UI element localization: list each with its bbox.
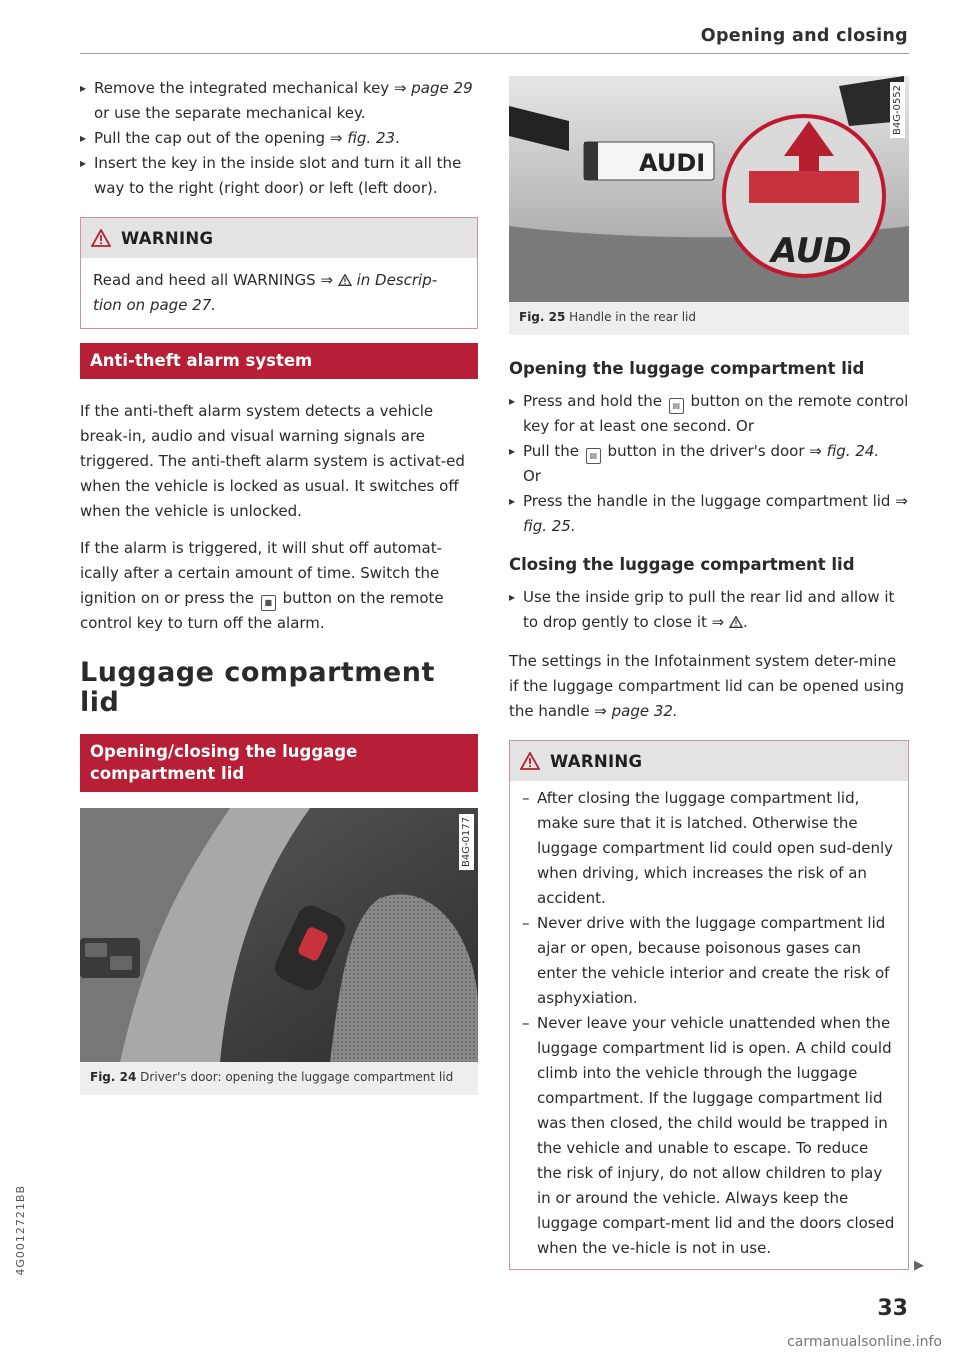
figure-link[interactable]: ⇒ fig. 25. [523, 492, 908, 535]
door-photo [80, 808, 478, 1062]
step-item: ▸ Pull the ▤ button in the driver's door ⇒ fig. 24. Or [509, 439, 909, 489]
figure-code: B4G-0177 [459, 814, 474, 870]
left-column [80, 76, 478, 1095]
rear-lid-photo [509, 76, 909, 302]
figure-caption: Fig. 24 Driver's door: opening the luggage compartment lid [90, 1070, 454, 1084]
warning-triangle-icon [729, 616, 743, 628]
step-item: ▸ Pull the cap out of the opening ⇒ fig. 23. [80, 126, 478, 151]
step-item: ▸ Use the inside grip to pull the rear lid and allow it to drop gently to close it ⇒ . [509, 585, 909, 635]
plate-text: AUDI [639, 149, 706, 177]
warning-box: WARNING Read and heed all WARNINGS ⇒ in Descrip-tion on page 27. [80, 217, 478, 329]
figure-code: B4G-0552 [890, 82, 905, 138]
lock-button-icon: ■ [261, 595, 276, 611]
luggage-heading: Luggage compartment lid [80, 657, 435, 718]
warning-title: WARNING [550, 751, 643, 771]
figure-link[interactable]: ⇒ fig. 24. [809, 442, 880, 460]
settings-paragraph: The settings in the Infotainment system deter-mine if the luggage compartment lid can be opened using the handle ⇒ page 32. [509, 652, 905, 720]
warning-item: – Never leave your vehicle unattended when the luggage compartment lid is open. A child could climb into the vehicle through the luggage compartment. If the luggage compartment lid was then closed, the child would be trapped in the vehicle and unable to escape. To reduce the risk of injury, do not allow children to play in or around the vehicle. Always keep the luggage compart-ment lid and the doors closed when the ve-hicle is not in use. [522, 1011, 896, 1261]
warning-item: – Never drive with the luggage compartment lid ajar or open, because poisonous gases can enter the vehicle interior and create the risk of asphyxiation. [522, 911, 896, 1011]
warning-triangle-icon [520, 752, 540, 770]
step-item: ▸ Insert the key in the inside slot and turn it all the way to the right (right door) or left (left door). [80, 151, 478, 201]
section-title: Opening and closing [700, 26, 908, 46]
warning-triangle-icon [338, 274, 352, 286]
trunk-button-icon: ▤ [669, 398, 684, 414]
alarm-paragraph-2: If the alarm is triggered, it will shut off automat-ically after a certain amount of time. Switch the ignition on or press the ■ button on the remote control key to turn off the alarm. [80, 539, 444, 632]
step-item: ▸ Press and hold the ▤ button on the remote control key for at least one second. Or [509, 389, 909, 439]
step-item: ▸ Remove the integrated mechanical key ⇒ page 29 or use the separate mechanical key. [80, 76, 478, 126]
page-link[interactable]: ⇒ page 32. [594, 702, 678, 720]
figure-24 [80, 808, 478, 1095]
opening-closing-heading: Opening/closing the luggage compartment lid [80, 734, 478, 792]
badge-text: AUD [771, 231, 852, 271]
right-column [509, 76, 909, 1270]
header-rule [80, 53, 909, 54]
figure-link[interactable]: ⇒ fig. 23 [329, 129, 396, 147]
opening-heading: Opening the luggage compartment lid [509, 359, 865, 378]
intro-steps [80, 76, 478, 201]
figure-25 [509, 76, 909, 335]
warning-header [81, 218, 477, 258]
warning-header [510, 741, 908, 781]
warning-item: – After closing the luggage compartment lid, make sure that it is latched. Otherwise the luggage compartment lid could open sud-denly when driving, which increases the risk of an accident. [522, 786, 896, 911]
document-code: 4G0012721BB [14, 1185, 27, 1276]
alarm-heading: Anti-theft alarm system [80, 343, 478, 379]
figure-caption: Fig. 25 Handle in the rear lid [519, 310, 696, 324]
site-watermark: carmanualsonline.info [787, 1334, 942, 1350]
trunk-button-icon: ▤ [586, 448, 601, 464]
page-link[interactable]: ⇒ page 29 [393, 79, 473, 97]
closing-heading: Closing the luggage compartment lid [509, 555, 855, 574]
warning-box [509, 740, 909, 1270]
opening-steps [509, 389, 909, 539]
door-illustration [80, 808, 478, 1062]
warning-triangle-icon [91, 229, 111, 247]
warning-list [522, 786, 896, 1261]
rear-lid-illustration [509, 76, 909, 302]
step-item: ▸ Press the handle in the luggage compartment lid ⇒ fig. 25. [509, 489, 909, 539]
closing-steps [509, 585, 909, 635]
warning-title: WARNING [121, 228, 214, 248]
page-number: 33 [877, 1296, 908, 1321]
alarm-paragraph: If the anti-theft alarm system detects a vehicle break-in, audio and visual warning signals are triggered. The anti-theft alarm system is activat-ed when the vehicle is locked as usual. It switches off when the vehicle is unlocked. [80, 402, 465, 520]
continue-arrow-icon: ▶ [914, 1258, 924, 1273]
description-link[interactable]: in Descrip-tion on page 27. [93, 271, 438, 314]
